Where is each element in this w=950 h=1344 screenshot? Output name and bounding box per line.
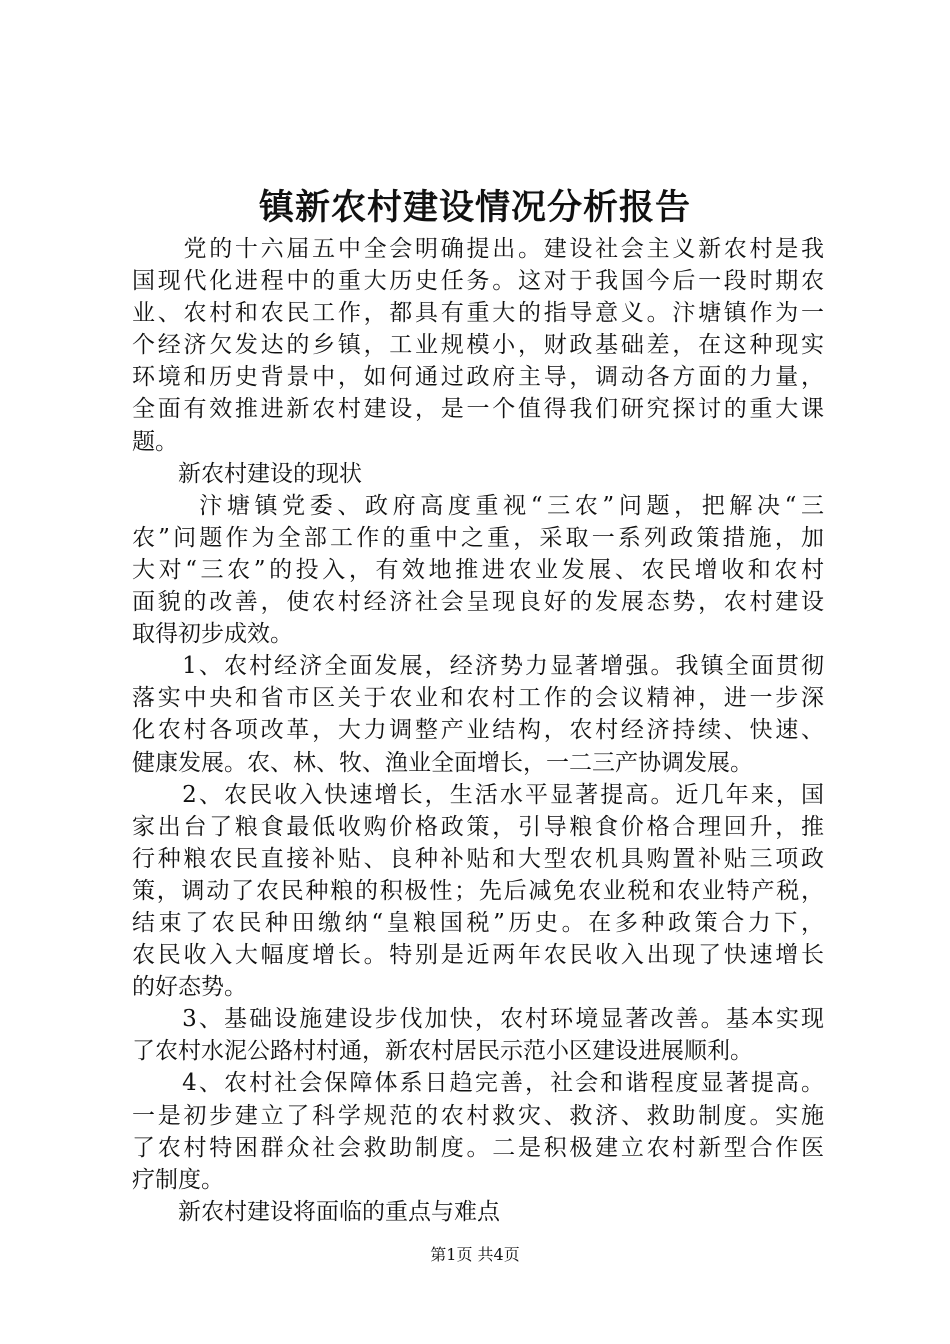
text-line: 全面有效推进新农村建设，是一个值得我们研究探讨的重大课 [132,396,824,423]
text-line: 农民收入大幅度增长。特别是近两年农民收入出现了快速增长 [132,942,824,969]
text-line: 环境和历史背景中，如何通过政府主导，调动各方面的力量， [132,364,824,391]
text-line: 健康发展。农、林、牧、渔业全面增长，一二三产协调发展。 [132,749,753,776]
text-line: 汴塘镇党委、政府高度重视“三农”问题，把解决“三 [132,492,824,519]
text-line: 了农村水泥公路村村通，新农村居民示范小区建设进展顺利。 [132,1038,753,1065]
text-line: 1、农村经济全面发展，经济势力显著增强。我镇全面贯彻 [132,653,824,680]
text-line: 策，调动了农民种粮的积极性；先后减免农业税和农业特产税， [132,877,824,904]
text-line: 新农村建设的现状 [132,460,362,487]
text-line: 4、农村社会保障体系日趋完善，社会和谐程度显著提高。 [132,1070,824,1097]
text-line: 化农村各项改革，大力调整产业结构，农村经济持续、快速、 [132,717,824,744]
text-line: 行种粮农民直接补贴、良种补贴和大型农机具购置补贴三项政 [132,845,824,872]
text-line: 疗制度。 [132,1166,224,1193]
text-line: 一是初步建立了科学规范的农村救灾、救济、救助制度。实施 [132,1102,824,1129]
text-line: 取得初步成效。 [132,621,293,648]
document-body [132,233,824,1228]
text-line: 落实中央和省市区关于农业和农村工作的会议精神，进一步深 [132,685,824,712]
document-title: 镇新农村建设情况分析报告 [258,187,691,228]
text-line: 的好态势。 [132,974,247,1001]
text-line: 农”问题作为全部工作的重中之重，采取一系列政策措施，加 [132,524,824,551]
text-line: 家出台了粮食最低收购价格政策，引导粮食价格合理回升，推 [132,813,824,840]
text-line: 新农村建设将面临的重点与难点 [132,1198,500,1225]
text-line: 业、农村和农民工作，都具有重大的指导意义。汴塘镇作为一 [132,300,824,327]
text-line: 个经济欠发达的乡镇，工业规模小，财政基础差，在这种现实 [132,332,824,359]
text-line: 2、农民收入快速增长，生活水平显著提高。近几年来，国 [132,781,824,808]
text-line: 面貌的改善，使农村经济社会呈现良好的发展态势，农村建设 [132,589,824,616]
page-footer: 第1页 共4页 [430,1245,520,1264]
text-line: 国现代化进程中的重大历史任务。这对于我国今后一段时期农 [132,268,824,295]
text-line: 了农村特困群众社会救助制度。二是积极建立农村新型合作医 [132,1134,824,1161]
text-line: 结束了农民种田缴纳“皇粮国税”历史。在多种政策合力下， [132,909,824,936]
text-line: 党的十六届五中全会明确提出。建设社会主义新农村是我 [132,236,824,262]
text-line: 题。 [132,428,178,455]
text-line: 大对“三农”的投入，有效地推进农业发展、农民增收和农村 [132,556,824,583]
text-line: 3、基础设施建设步伐加快，农村环境显著改善。基本实现 [132,1006,824,1033]
